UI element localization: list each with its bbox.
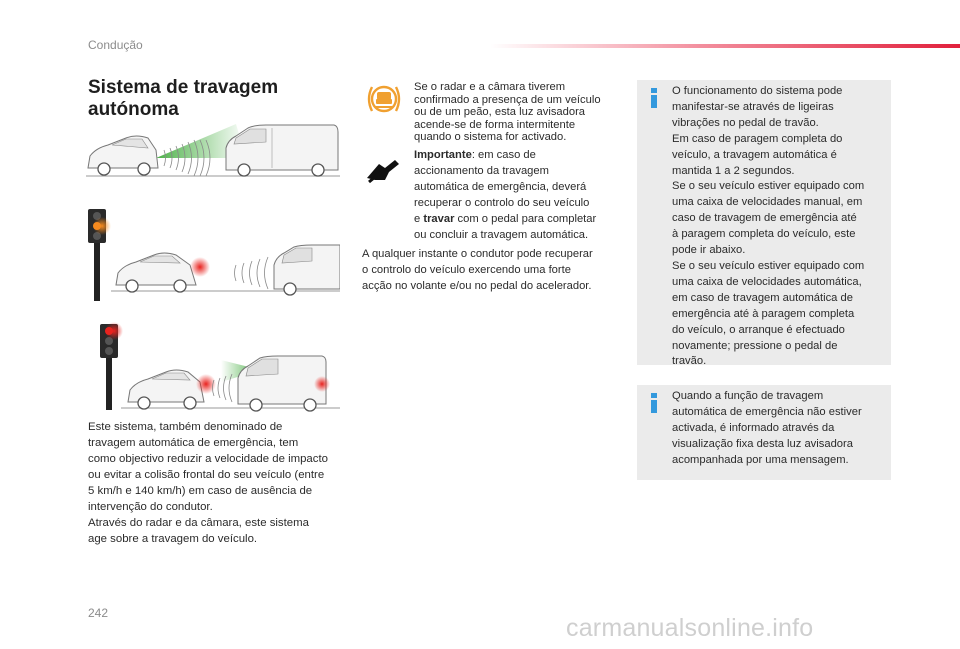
text-line: Através do radar e da câmara, este sistema xyxy=(88,517,309,529)
info-box-deactivated xyxy=(637,385,891,480)
header-accent-bar xyxy=(490,44,960,48)
text-line: accionamento da travagem xyxy=(414,165,549,177)
text-line: travagem automática de emergência, tem xyxy=(88,437,299,449)
warning-lamp-description xyxy=(414,81,619,144)
info-box-operation-text xyxy=(672,84,884,370)
info-box-deactivated-text xyxy=(672,389,884,469)
text-line: confirmado a presença de um veículo xyxy=(414,93,601,106)
text-line: novamente; pressione o pedal de xyxy=(672,339,838,352)
text-line: o controlo do veículo exercendo uma forte xyxy=(362,264,571,276)
text-line: travão. xyxy=(672,355,707,368)
text-line: recuperar o controlo do seu veículo xyxy=(414,197,590,209)
hand-on-steering-wheel-icon xyxy=(365,158,401,189)
text-line: Quando a função de travagem xyxy=(672,390,824,402)
text-line: quando o sistema for activado. xyxy=(414,131,567,143)
intro-paragraph xyxy=(88,419,343,547)
text-line: ou evitar a colisão frontal do seu veículo (entre xyxy=(88,469,325,481)
page-number: 242 xyxy=(88,606,109,620)
illustration-rear-vehicle xyxy=(86,205,340,305)
text-line: A qualquer instante o condutor pode recuperar xyxy=(362,248,593,260)
text-line: vibrações no pedal de travão. xyxy=(672,116,819,129)
text-line: visualização fixa desta luz avisadora xyxy=(672,437,853,450)
section-header: Condução xyxy=(88,38,143,52)
illustration-vehicle-detection xyxy=(86,118,340,180)
text-line: automática de emergência, deverá xyxy=(414,181,587,193)
text-line: uma caixa de velocidades manual, em xyxy=(672,196,863,209)
driver-override-paragraph xyxy=(362,246,617,294)
text-line: acende-se de forma intermitente xyxy=(414,118,576,131)
important-note: Importante: em caso de accionamento da travagem automática de emergência, deverá recuperar o controlo do seu veículo e travar com o pedal para completar ou concluir a travagem automática. xyxy=(414,147,619,243)
text-line: como objectivo reduzir a velocidade de impacto xyxy=(88,453,328,465)
text-line: 5 km/h e 140 km/h) em caso de ausência de xyxy=(88,485,313,497)
watermark: carmanualsonline.info xyxy=(566,614,814,642)
text-line: activada, é informado através da xyxy=(672,421,835,434)
text-line: uma caixa de velocidades automática, xyxy=(672,275,862,288)
aeb-warning-lamp-icon xyxy=(365,82,403,121)
title-line-1: Sistema de travagem xyxy=(88,77,279,98)
text-line: acção no volante e/ou no pedal do acelerador. xyxy=(362,280,592,292)
illustration-emergency-braking xyxy=(86,320,340,412)
text-line: mantida 1 a 2 segundos. xyxy=(672,164,795,177)
text-line: em caso de travagem automática de xyxy=(672,291,853,304)
text-line: Se o radar e a câmara tiverem xyxy=(414,81,566,93)
text-line: acompanhada por uma mensagem. xyxy=(672,453,849,466)
brake-word: travar xyxy=(423,213,455,225)
text-line: manifestar-se através de ligeiras xyxy=(672,100,834,113)
title-line-2: autónoma xyxy=(88,99,179,120)
text-line: veículo, a travagem automática é xyxy=(672,148,837,161)
text-line: caso de travagem de emergência até xyxy=(672,212,857,225)
info-icon xyxy=(648,87,660,114)
text-line: Se o seu veículo estiver equipado com xyxy=(672,180,865,193)
text-line: ou de um peão, esta luz avisadora xyxy=(414,106,586,118)
text-line: Em caso de paragem completa do xyxy=(672,132,843,145)
text-line: emergência até à paragem completa xyxy=(672,307,855,320)
text-line: automática de emergência não estiver xyxy=(672,405,862,418)
info-box-operation xyxy=(637,80,891,368)
text-line: Este sistema, também denominado de xyxy=(88,421,283,433)
text-line: age sobre a travagem do veículo. xyxy=(88,533,258,545)
text-line: Se o seu veículo estiver equipado com xyxy=(672,259,865,272)
text-line: pode ir abaixo. xyxy=(672,244,746,257)
text-line: intervenção do condutor. xyxy=(88,501,213,513)
important-label: Importante xyxy=(414,149,472,161)
text-line: à paragem completa do veículo, este xyxy=(672,228,856,241)
page-title xyxy=(88,77,338,121)
info-icon xyxy=(648,392,660,419)
text-line: do veículo, o arranque é efectuado xyxy=(672,323,845,336)
text-line: O funcionamento do sistema pode xyxy=(672,85,843,97)
